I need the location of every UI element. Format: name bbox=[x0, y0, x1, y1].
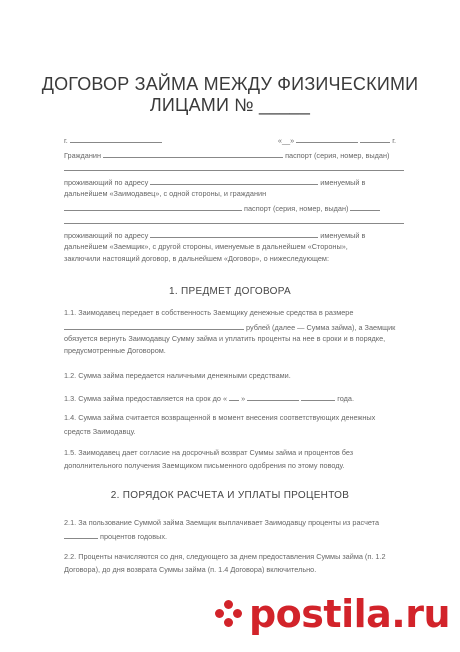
clause-1-1-a: 1.1. Заимодавец передает в собственность Заемщику денежные средства в размере bbox=[64, 308, 354, 317]
clause-1-5-a: 1.5. Заимодавец дает согласие на досрочный возврат Суммы займа и процентов без bbox=[64, 448, 354, 457]
clause-1-1-d: предусмотренные Договором. bbox=[64, 346, 166, 355]
clause-2-2-a: 2.2. Проценты начисляются со дня, следующего за днем предоставления Суммы займа (п. 1.2 bbox=[64, 552, 386, 561]
clause-1-4-a: 1.4. Сумма займа считается возвращенной в момент внесения соответствующих денежных bbox=[64, 413, 376, 422]
watermark-text: postila.ru bbox=[248, 592, 450, 636]
document-title bbox=[40, 74, 420, 116]
title-line-2: ЛИЦАМИ № _____ bbox=[149, 95, 311, 115]
clause-1-4-b: средств Заимодавцу. bbox=[64, 427, 136, 436]
postila-logo-icon bbox=[215, 600, 243, 628]
clause-1-1-b: рублей (далее — Сумма займа), а Заемщик bbox=[64, 322, 404, 332]
city-date-line: г. «__» г. bbox=[64, 136, 397, 145]
blank-line-1 bbox=[64, 163, 404, 173]
title-line-1: ДОГОВОР ЗАЙМА МЕЖДУ ФИЗИЧЕСКИМИ bbox=[41, 74, 419, 94]
clause-1-3: 1.3. Сумма займа предоставляется на срок до « » года. bbox=[64, 394, 355, 403]
section-2-heading: 2. ПОРЯДОК РАСЧЕТА И УПЛАТЫ ПРОЦЕНТОВ bbox=[110, 490, 350, 501]
clause-1-1-c: обязуется вернуть Заимодавцу Сумму займа и уплатить проценты на нее в сроки и в порядке, bbox=[64, 334, 386, 343]
passport-line-2: паспорт (серия, номер, выдан) bbox=[64, 203, 404, 213]
section-1-heading: 1. ПРЕДМЕТ ДОГОВОРА bbox=[169, 286, 291, 297]
clause-1-2: 1.2. Сумма займа передается наличными денежными средствами. bbox=[64, 371, 291, 380]
postila-watermark bbox=[215, 592, 450, 636]
clause-2-1-a: 2.1. За пользование Суммой займа Заемщик выплачивает Заимодавцу проценты из расчета bbox=[64, 518, 379, 527]
address-line-2: проживающий по адресу именуемый в bbox=[64, 231, 366, 240]
clause-2-1-b: процентов годовых. bbox=[64, 531, 404, 541]
concluded-line: заключили настоящий договор, в дальнейшем «Договор», о нижеследующем: bbox=[64, 254, 329, 263]
clause-2-2-b: Договора), до дня возврата Суммы займа (п. 1.4 Договора) включительно. bbox=[64, 565, 317, 574]
clause-1-5-b: дополнительного получения Заемщиком письменного одобрения по этому поводу. bbox=[64, 461, 345, 470]
lender-line: дальнейшем «Заимодавец», с одной стороны, и гражданин bbox=[64, 189, 267, 198]
citizen-line: Гражданин паспорт (серия, номер, выдан) bbox=[64, 151, 390, 160]
borrower-line: дальнейшем «Заемщик», с другой стороны, именуемые в дальнейшем «Стороны», bbox=[64, 242, 348, 251]
address-line-1: проживающий по адресу именуемый в bbox=[64, 178, 366, 187]
blank-line-2 bbox=[64, 216, 404, 226]
